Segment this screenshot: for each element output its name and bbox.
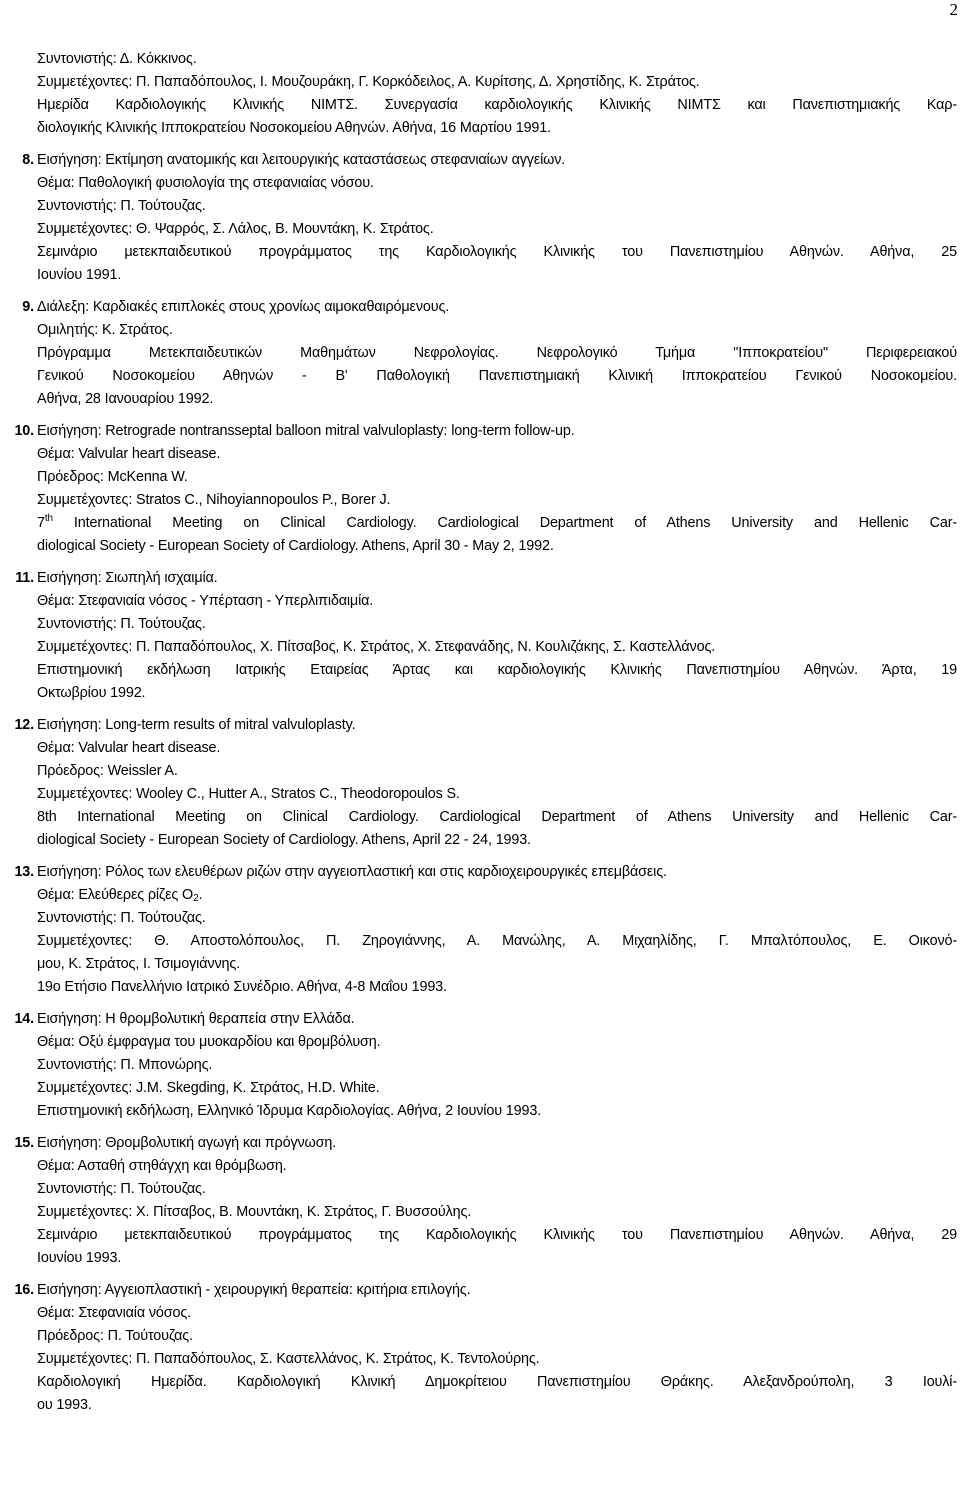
entry-line: Εισήγηση: Σιωπηλή ισχαιμία.: [37, 570, 218, 586]
entry-line: Σεμινάριο μετεκπαιδευτικού προγράμματος της Καρδιολογικής Κλινικής του Πανεπιστημίου Αθηνών. Αθήνα, 25: [37, 244, 957, 260]
entry-line: Θέμα: Valvular heart disease.: [37, 740, 221, 756]
entry-number: 12.: [14, 717, 34, 733]
entry-line: Εισήγηση: Εκτίμηση ανατομικής και λειτουργικής καταστάσεως στεφανιαίων αγγείων.: [37, 152, 566, 168]
entry-number: 14.: [14, 1011, 34, 1027]
entry-line: Συμμετέχοντες: J.M. Skegding, Κ. Στράτος, H.D. White.: [37, 1080, 380, 1096]
entry-15: [14, 1132, 957, 1270]
entry-number: 10.: [14, 423, 34, 439]
entry-line: Επιστημονική εκδήλωση, Ελληνικό Ίδρυμα Καρδιολογίας. Αθήνα, 2 Ιουνίου 1993.: [37, 1103, 542, 1119]
entry-line: Οκτωβρίου 1992.: [37, 685, 146, 701]
entry-line: Συμμετέχοντες: Stratos C., Nihoyiannopoulos P., Borer J.: [37, 492, 391, 508]
entry-line: Θέμα: Valvular heart disease.: [37, 446, 221, 462]
entry-line: Επιστημονική εκδήλωση Ιατρικής Εταιρείας Άρτας και καρδιολογικής Κλινικής Πανεπιστημίου Αθηνών. Άρτα, 19: [37, 662, 957, 678]
meeting-ordinal-suffix: th: [44, 513, 53, 524]
entry-11: [15, 567, 957, 705]
entry-line: Εισήγηση: Η θρομβολυτική θεραπεία στην Ελλάδα.: [37, 1011, 355, 1027]
entry-line: ου 1993.: [37, 1397, 92, 1413]
entry-line: Συμμετέχοντες: Χ. Πίτσαβος, Β. Μουντάκη, Κ. Στράτος, Γ. Βυσσούλης.: [37, 1204, 472, 1220]
entry-line: Συντονιστής: Π. Τούτουζας.: [37, 198, 206, 214]
entry-line: Συντονιστής: Π. Τούτουζας.: [37, 616, 206, 632]
intro-line: Συμμετέχοντες: Π. Παπαδόπουλος, Ι. Μουζουράκη, Γ. Κορκόδειλος, Α. Κυρίτσης, Δ. Χρηστίδης, Κ. Στράτος.: [37, 74, 700, 90]
meeting-ordinal: 7: [37, 515, 45, 531]
intro-line: Ημερίδα Καρδιολογικής Κλινικής ΝΙΜΤΣ. Συνεργασία καρδιολογικής Κλινικής ΝΙΜΤΣ και Πανεπιστημιακής Καρ-: [37, 97, 957, 113]
entry-line: Πρόγραμμα Μετεκπαιδευτικών Μαθημάτων Νεφρολογίας. Νεφρολογικό Τμήμα "Ιπποκρατείου" Περιφερειακού: [37, 345, 957, 361]
entry-number: 11.: [15, 570, 34, 586]
document-body: [14, 48, 957, 1417]
entry-line: Θέμα: Ασταθή στηθάγχη και θρόμβωση.: [37, 1158, 287, 1174]
meeting-rest: International Meeting on Clinical Cardiology. Cardiological Department of Athens University and Hellenic Car-: [52, 515, 957, 531]
entry-number: 15.: [14, 1135, 34, 1151]
entry-number: 13.: [14, 864, 34, 880]
entry-number: 8.: [22, 152, 34, 168]
entry-line: Θέμα: Οξύ έμφραγμα του μυοκαρδίου και θρομβόλυση.: [37, 1034, 381, 1050]
entry-line: Θέμα: Στεφανιαία νόσος.: [37, 1305, 191, 1321]
theme-subscript: 2: [193, 893, 199, 904]
entry-line: Διάλεξη: Καρδιακές επιπλοκές στους χρονίως αιμοκαθαιρόμενους.: [37, 299, 450, 315]
entry-12: [14, 714, 957, 852]
theme-after: .: [198, 887, 203, 903]
entry-line: Σεμινάριο μετεκπαιδευτικού προγράμματος της Καρδιολογικής Κλινικής του Πανεπιστημίου Αθηνών. Αθήνα, 29: [37, 1227, 957, 1243]
entry-line: Συντονιστής: Π. Μπονώρης.: [37, 1057, 213, 1073]
entry-line: diological Society - European Society of Cardiology. Athens, April 30 - May 2, 1992.: [37, 538, 554, 554]
entry-number: 16.: [14, 1282, 34, 1298]
entry-line: μου, Κ. Στράτος, Ι. Τσιμογιάννης.: [37, 956, 240, 972]
entry-line: Ομιλητής: Κ. Στράτος.: [37, 322, 173, 338]
entry-line: Γενικού Νοσοκομείου Αθηνών - Β' Παθολογική Πανεπιστημιακή Κλινική Ιπποκρατείου Γενικού Νοσοκομείου.: [37, 368, 957, 384]
entry-line: diological Society - European Society of Cardiology. Athens, April 22 - 24, 1993.: [37, 832, 531, 848]
entry-line: Εισήγηση: Αγγειοπλαστική - χειρουργική θεραπεία: κριτήρια επιλογής.: [37, 1282, 471, 1298]
page-number: 2: [949, 0, 958, 19]
entry-line: Συμμετέχοντες: Π. Παπαδόπουλος, Χ. Πίτσαβος, Κ. Στράτος, Χ. Στεφανάδης, Ν. Κουλιζάκης, Σ. Καστελλάνος.: [37, 639, 716, 655]
entry-line: Συμμετέχοντες: Π. Παπαδόπουλος, Σ. Καστελλάνος, Κ. Στράτος, Κ. Τεντολούρης.: [37, 1351, 540, 1367]
entry-line: Συμμετέχοντες: Θ. Αποστολόπουλος, Π. Ζηρογιάννης, Α. Μανώλης, Α. Μιχαηλίδης, Γ. Μπαλτόπουλος, Ε. Οικονό-: [37, 933, 957, 949]
entry-line: 19ο Ετήσιο Πανελλήνιο Ιατρικό Συνέδριο. Αθήνα, 4-8 Μαΐου 1993.: [37, 979, 447, 995]
entry-line: Θέμα: Στεφανιαία νόσος - Υπέρταση - Υπερλιπιδαιμία.: [37, 593, 374, 609]
entry-13: [14, 861, 957, 999]
entry-14: [14, 1008, 957, 1123]
entry-line: Πρόεδρος: Weissler A.: [37, 763, 178, 779]
intro-block: [37, 48, 957, 140]
entry-line: Συμμετέχοντες: Θ. Ψαρρός, Σ. Λάλος, Β. Μουντάκη, Κ. Στράτος.: [37, 221, 434, 237]
entry-16: [14, 1279, 957, 1417]
entry-line: Συντονιστής: Π. Τούτουζας.: [37, 1181, 206, 1197]
entry-line: Αθήνα, 28 Ιανουαρίου 1992.: [37, 391, 214, 407]
entry-line: Εισήγηση: Long-term results of mitral valvuloplasty.: [37, 717, 356, 733]
entry-line: Πρόεδρος: McKenna W.: [37, 469, 188, 485]
entry-line: Εισήγηση: Θρομβολυτική αγωγή και πρόγνωση.: [37, 1135, 337, 1151]
entry-line: Εισήγηση: Ρόλος των ελευθέρων ριζών στην αγγειοπλαστική και στις καρδιοχειρουργικές επεμβάσεις.: [37, 864, 667, 880]
entry-line: Συμμετέχοντες: Wooley C., Hutter A., Stratos C., Theodoropoulos S.: [37, 786, 460, 802]
theme-text: Θέμα: Ελεύθερες ρίζες Ο: [37, 887, 194, 903]
entry-line: Ιουνίου 1993.: [37, 1250, 122, 1266]
intro-line: διολογικής Κλινικής Ιπποκρατείου Νοσοκομείου Αθηνών. Αθήνα, 16 Μαρτίου 1991.: [37, 120, 551, 136]
entry-line: Θέμα: Παθολογική φυσιολογία της στεφανιαίας νόσου.: [37, 175, 374, 191]
entry-line: Καρδιολογική Ημερίδα. Καρδιολογική Κλινική Δημοκρίτειου Πανεπιστημίου Θράκης. Αλεξανδρούπολη, 3 Ιουλί-: [37, 1374, 957, 1390]
entry-line: Πρόεδρος: Π. Τούτουζας.: [37, 1328, 193, 1344]
entry-8: [22, 149, 957, 287]
entry-line: Συντονιστής: Π. Τούτουζας.: [37, 910, 206, 926]
intro-line: Συντονιστής: Δ. Κόκκινος.: [37, 51, 197, 67]
entry-10: [14, 420, 957, 558]
entry-9: [22, 296, 957, 411]
theme-line: [37, 884, 957, 907]
entry-line: Ιουνίου 1991.: [37, 267, 122, 283]
entry-line: Εισήγηση: Retrograde nontransseptal balloon mitral valvuloplasty: long-term follow-up.: [37, 423, 575, 439]
entry-line: 8th International Meeting on Clinical Cardiology. Cardiological Department of Athens University and Hellenic Car-: [37, 809, 957, 825]
meeting-line: [37, 512, 957, 535]
entry-number: 9.: [22, 299, 34, 315]
